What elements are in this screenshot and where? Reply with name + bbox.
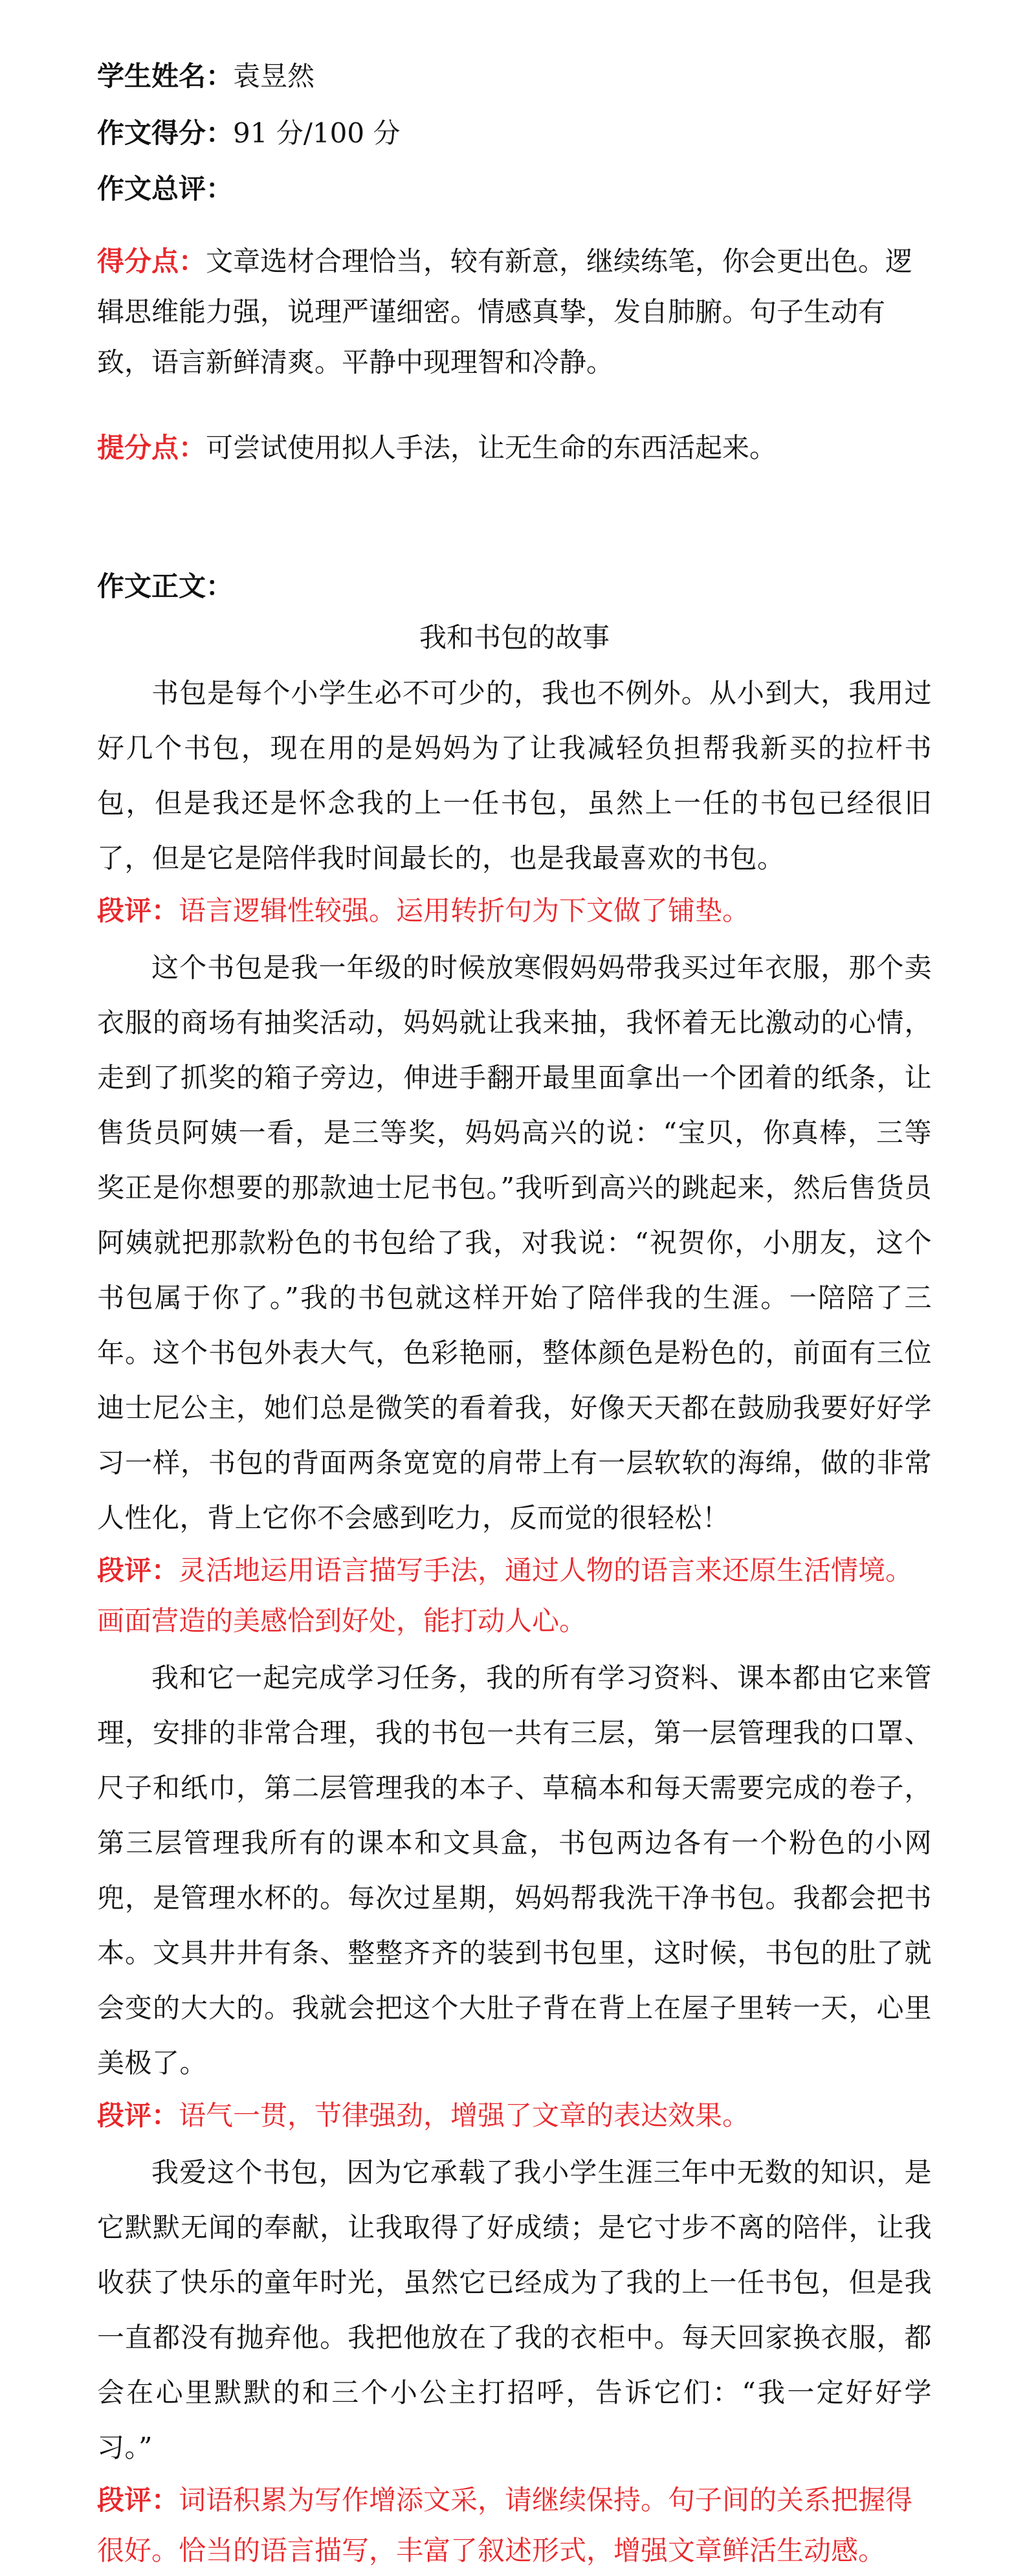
- student-name-row: [97, 47, 315, 106]
- essay-heading: [97, 557, 233, 616]
- score-row: [97, 104, 400, 163]
- essay-paragraph: 这个书包是我一年级的时候放寒假妈妈带我买过年衣服，那个卖衣服的商场有抽奖活动，妈妈就让我来抽，我怀着无比激动的心情，走到了抓奖的箱子旁边，伸进手翻开最里面拿出一个团着的纸条，让售货员阿姨一看，是三等奖，妈妈高兴的说：“宝贝，你真棒，三等奖正是你想要的那款迪士尼书包。”我听到高兴的跳起来，然后售货员阿姨就把那款粉色的书包给了我，对我说：“祝贺你，小朋友，这个书包属于你了。”我的书包就这样开始了陪伴我的生涯。一陪陪了三年。这个书包外表大气，色彩艳丽，整体颜色是粉色的，前面有三位迪士尼公主，她们总是微笑的看着我，好像天天都在鼓励我要好好学习一样，书包的背面两条宽宽的肩带上有一层软软的海绵，做的非常人性化，背上它你不会感到吃力，反而觉的很轻松！: [97, 952, 932, 1534]
- student-name-label: 学生姓名：: [97, 60, 234, 92]
- paragraph-comment: [97, 886, 932, 936]
- paragraph-comment-text: 词语积累为写作增添文采，请继续保持。句子间的关系把握得很好。恰当的语言描写，丰富了叙述形式，增强文章鲜活生动感。: [97, 2484, 913, 2566]
- essay-paragraph: 书包是每个小学生必不可少的，我也不例外。从小到大，我用过好几个书包，现在用的是妈妈为了让我减轻负担帮我新买的拉杆书包，但是我还是怀念我的上一任书包，虽然上一任的书包已经很旧了，但是它是陪伴我时间最长的，也是我最喜欢的书包。: [97, 677, 932, 874]
- paragraph-comment-label: 段评：: [97, 895, 179, 926]
- paragraph-comment: [97, 2090, 932, 2141]
- paragraph-comment-label: 段评：: [97, 2484, 179, 2516]
- essay-paragraph: 我爱这个书包，因为它承载了我小学生涯三年中无数的知识，是它默默无闻的奉献，让我取得了好成绩；是它寸步不离的陪伴，让我收获了快乐的童年时光，虽然它已经成为了我的上一任书包，但是我一直都没有抛弃他。我把他放在了我的衣柜中。每天回家换衣服，都会在心里默默的和三个小公主打招呼，告诉它们：“我一定好好学习。”: [97, 2156, 932, 2463]
- strength-block: [97, 236, 932, 388]
- paragraph-comment-label: 段评：: [97, 2100, 179, 2131]
- improve-text: 可尝试使用拟人手法，让无生命的东西活起来。: [206, 432, 777, 464]
- score-value: 91 分/100 分: [233, 117, 401, 149]
- essay-body: [97, 666, 932, 2576]
- paragraph-comment-label: 段评：: [97, 1554, 179, 1586]
- essay-label: 作文正文：: [97, 570, 234, 602]
- strength-label: 得分点：: [97, 245, 206, 277]
- essay-title: 我和书包的故事: [419, 622, 610, 653]
- score-label: 作文得分：: [97, 117, 234, 149]
- improve-label: 提分点：: [97, 432, 206, 464]
- review-heading: [97, 159, 233, 219]
- improve-block: [97, 423, 932, 473]
- paragraph-comment-text: 语言逻辑性较强。运用转折句为下文做了铺垫。: [179, 895, 750, 926]
- review-label: 作文总评：: [97, 173, 234, 205]
- strength-text: 文章选材合理恰当，较有新意，继续练笔，你会更出色。逻辑思维能力强，说理严谨细密。情感真挚，发自肺腑。句子生动有致，语言新鲜清爽。平静中现理智和冷静。: [97, 245, 913, 378]
- paragraph-comment-text: 语气一贯，节律强劲，增强了文章的表达效果。: [179, 2100, 750, 2131]
- paragraph-comment: [97, 2475, 932, 2576]
- essay-paragraph: 我和它一起完成学习任务，我的所有学习资料、课本都由它来管理，安排的非常合理，我的书包一共有三层，第一层管理我的口罩、尺子和纸巾，第二层管理我的本子、草稿本和每天需要完成的卷子，第三层管理我所有的课本和文具盒，书包两边各有一个粉色的小网兜，是管理水杯的。每次过星期，妈妈帮我洗干净书包。我都会把书本。文具井井有条、整整齐齐的装到书包里，这时候，书包的肚了就会变的大大的。我就会把这个大肚子背在背上在屋子里转一天，心里美极了。: [97, 1662, 932, 2079]
- paragraph-comment-text: 灵活地运用语言描写手法，通过人物的语言来还原生活情境。画面营造的美感恰到好处，能打动人心。: [97, 1554, 913, 1637]
- paragraph-comment: [97, 1545, 932, 1646]
- student-name-value: 袁昱然: [233, 60, 315, 92]
